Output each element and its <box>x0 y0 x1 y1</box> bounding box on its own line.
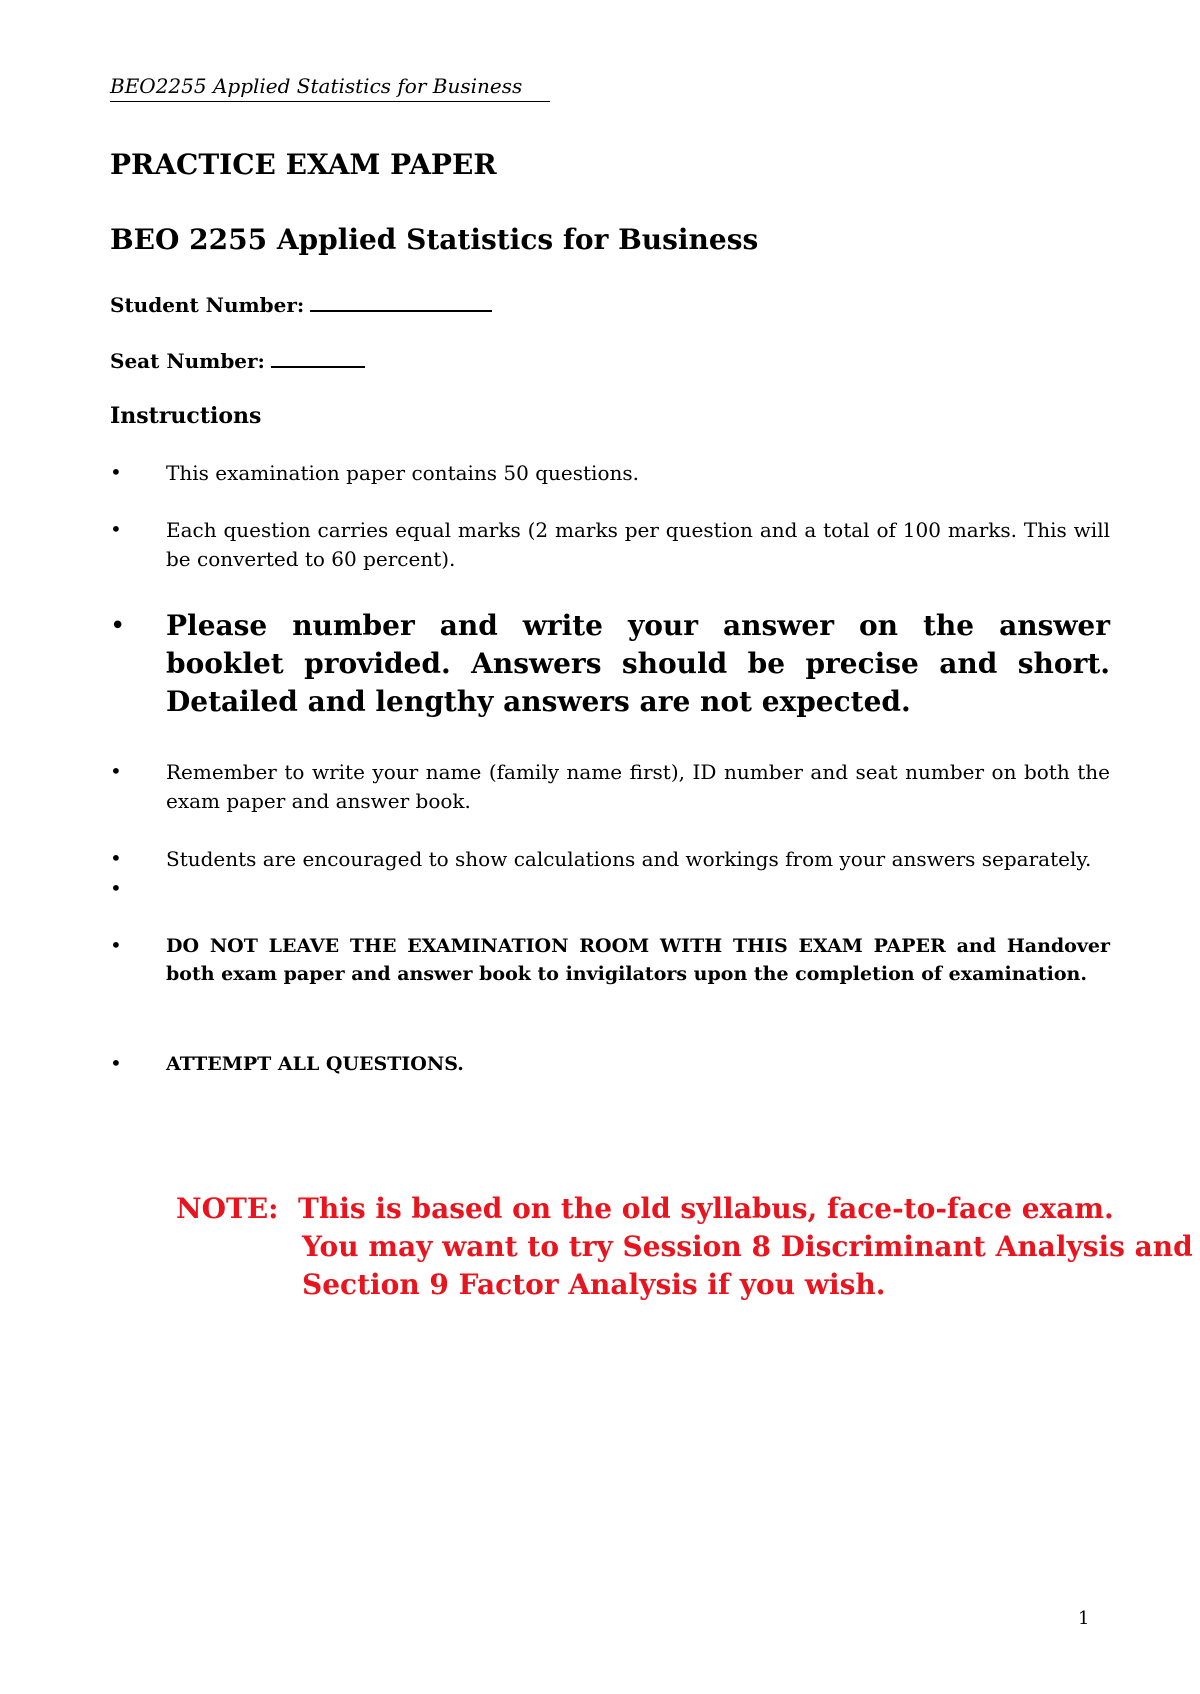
seat-number-field <box>110 346 365 374</box>
note-line-3: Section 9 Factor Analysis if you wish. <box>302 1268 886 1301</box>
instruction-text: Remember to write your name (family name first), ID number and seat number on both the exam paper and answer book. <box>166 760 1110 813</box>
instruction-text: Please number and write your answer on the answer booklet provided. Answers should be precise and short. Detailed and lengthy answers are not expected. <box>166 609 1110 718</box>
seat-number-label: Seat Number: <box>110 349 265 373</box>
note-line-2: You may want to try Session 8 Discriminant Analysis and <box>302 1230 1193 1263</box>
note-line-1 <box>176 1190 1116 1228</box>
bullet-icon: • <box>110 846 122 870</box>
syllabus-note <box>176 1190 1193 1304</box>
note-label: NOTE: <box>176 1192 279 1225</box>
bullet-icon: • <box>110 933 122 957</box>
course-title: BEO 2255 Applied Statistics for Business <box>110 223 759 256</box>
bullet-icon: • <box>110 876 122 900</box>
note-text-1: This is based on the old syllabus, face-to-face exam. <box>298 1192 1114 1225</box>
student-number-label: Student Number: <box>110 293 305 317</box>
instruction-text: Each question carries equal marks (2 marks per question and a total of 100 marks. This will be converted to 60 percent). <box>166 518 1110 571</box>
page-number: 1 <box>1078 1608 1090 1629</box>
instruction-text: ATTEMPT ALL QUESTIONS. <box>166 1053 464 1075</box>
student-number-field <box>110 290 492 318</box>
instruction-text: Students are encouraged to show calculations and workings from your answers separately. <box>166 847 1092 871</box>
bullet-icon: • <box>110 611 126 641</box>
running-header: BEO2255 Applied Statistics for Business <box>110 74 550 102</box>
bullet-icon: • <box>110 517 122 541</box>
instruction-text: DO NOT LEAVE THE EXAMINATION ROOM WITH THIS EXAM PAPER and Handover both exam paper and answer book to invigilators upon the completion of examination. <box>166 935 1110 985</box>
student-number-blank <box>310 290 492 312</box>
bullet-icon: • <box>110 759 122 783</box>
instruction-text: This examination paper contains 50 questions. <box>166 461 639 485</box>
bullet-icon: • <box>110 1051 122 1075</box>
seat-number-blank <box>271 346 365 368</box>
instructions-heading: Instructions <box>110 403 262 429</box>
page-title: PRACTICE EXAM PAPER <box>110 148 497 181</box>
bullet-icon: • <box>110 460 122 484</box>
